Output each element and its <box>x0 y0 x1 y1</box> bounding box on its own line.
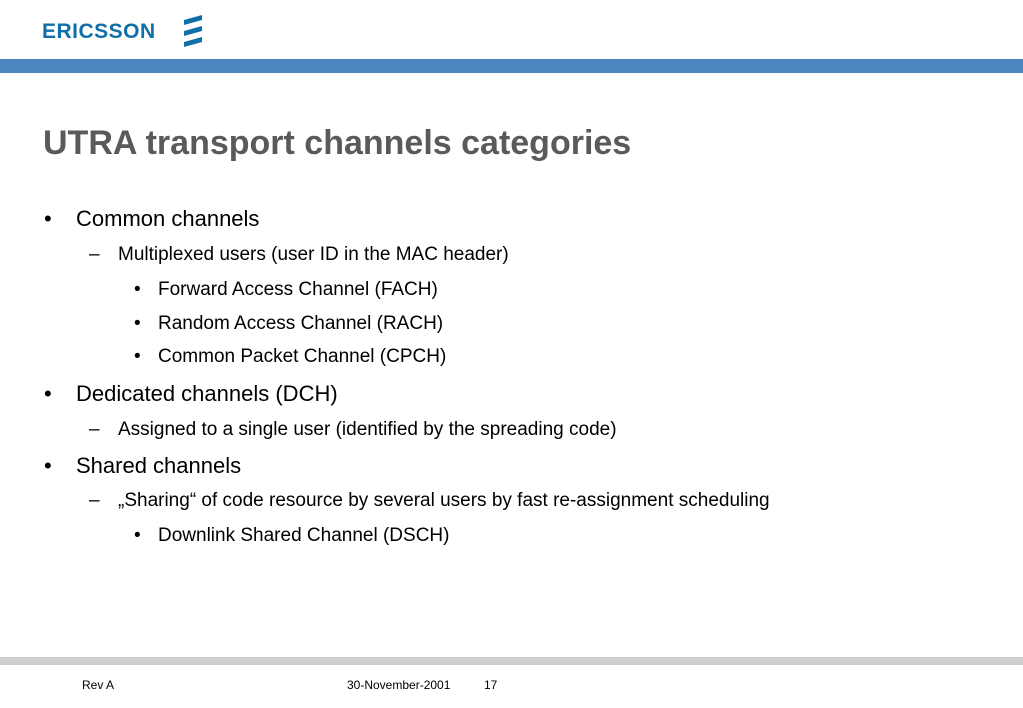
header-bar <box>0 59 1023 73</box>
bullet-marker: • <box>44 453 52 478</box>
ericsson-logo-icon <box>180 14 206 48</box>
dash-marker: – <box>89 490 100 511</box>
footer-revision: Rev A <box>82 678 115 692</box>
bullet-shared-channels: Shared channels <box>76 453 242 478</box>
item-dsch: Downlink Shared Channel (DSCH) <box>158 525 450 546</box>
footer-date: 30-November-2001 <box>347 678 451 692</box>
bullet-marker: • <box>134 279 141 300</box>
sub-assigned-single-user: Assigned to a single user (identified by the spreading code) <box>118 419 617 440</box>
sub-sharing-code-resource: „Sharing“ of code resource by several users by fast re-assignment scheduling <box>118 490 770 511</box>
item-rach: Random Access Channel (RACH) <box>158 313 444 334</box>
dash-marker: – <box>89 419 100 440</box>
bullet-common-channels: Common channels <box>76 206 260 231</box>
footer-bar <box>0 657 1023 665</box>
logo-text: ERICSSON <box>42 20 156 43</box>
dash-marker: – <box>89 244 100 265</box>
bullet-marker: • <box>134 313 141 334</box>
item-fach: Forward Access Channel (FACH) <box>158 279 438 300</box>
bullet-marker: • <box>134 346 141 367</box>
bullet-marker: • <box>134 525 141 546</box>
sub-multiplexed-users: Multiplexed users (user ID in the MAC header) <box>118 244 509 265</box>
item-cpch: Common Packet Channel (CPCH) <box>158 346 447 367</box>
bullet-marker: • <box>44 206 52 231</box>
bullet-marker: • <box>44 381 52 406</box>
bullet-dedicated-channels: Dedicated channels (DCH) <box>76 381 338 406</box>
slide-title: UTRA transport channels categories <box>43 124 632 162</box>
footer-page-number: 17 <box>484 678 498 692</box>
